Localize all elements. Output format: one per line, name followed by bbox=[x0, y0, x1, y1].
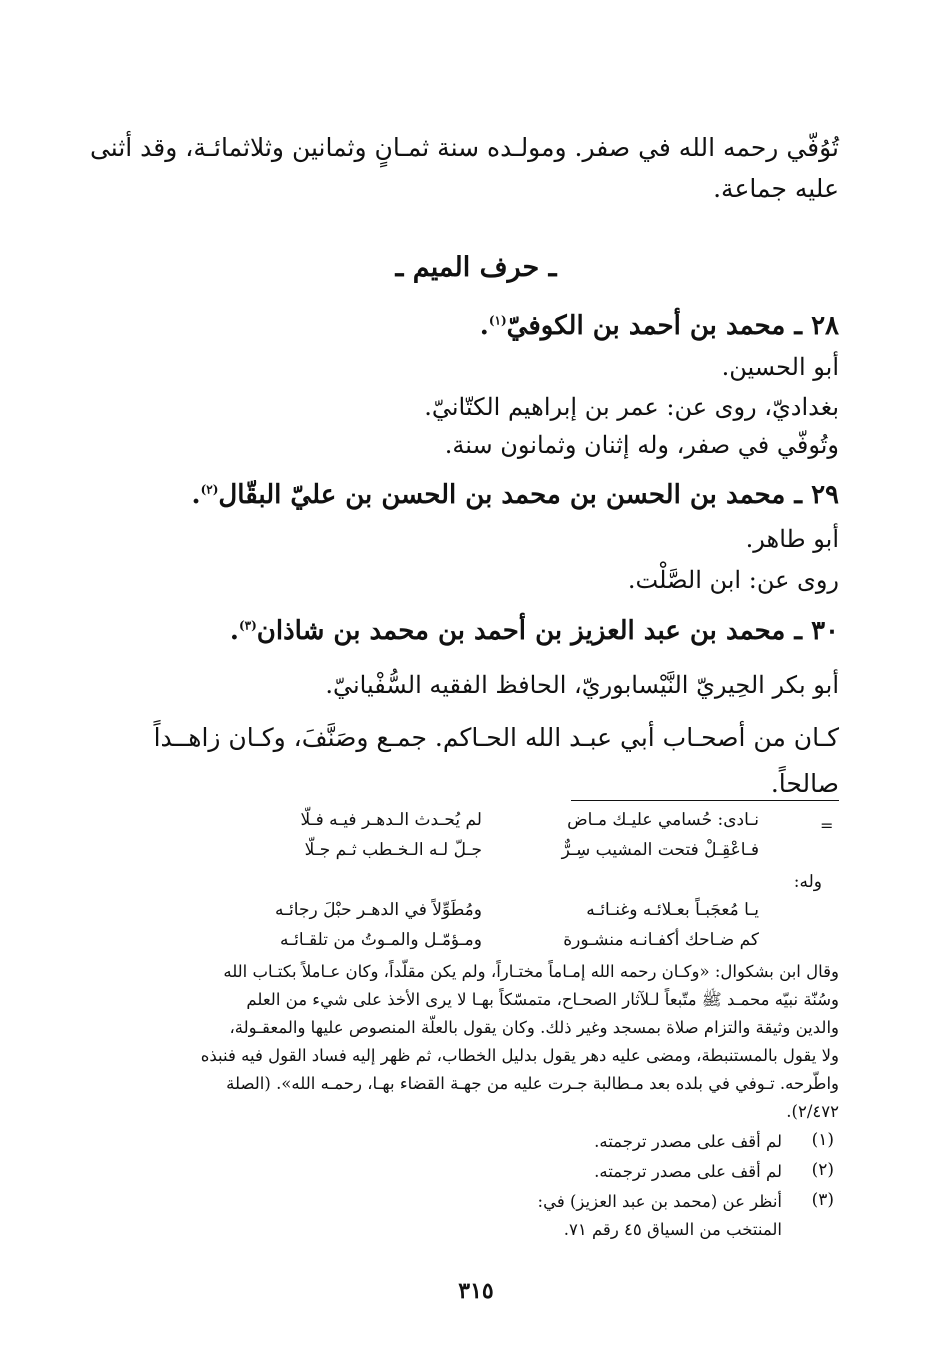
entry-line: أبو الحسين. bbox=[721, 353, 839, 381]
footnote-text: لم أقف على مصدر ترجمته. bbox=[594, 1132, 782, 1151]
verses-intro: وله: bbox=[793, 872, 822, 892]
entry-line: أبو طاهر. bbox=[745, 525, 839, 553]
entry-title-30: ٣٠ ـ محمد بن عبد العزيز بن أحمد بن محمد بن شاذان$^{(٣)}$. bbox=[229, 616, 839, 646]
verse-hemistich: ومـؤمّـل والمـوتُ من تلقـائـه bbox=[280, 930, 482, 950]
verse-hemistich: فـاعْقِـلْ فتحت المشيب سِـرٌّ bbox=[561, 840, 759, 860]
intro-line-2: عليه جماعة. bbox=[713, 174, 839, 203]
footnote-paragraph-line: وسُنّة نبيّه محمـد ﷺ متّبعاً لـلآثار الصحـاح، متمسّكاً بهـا لا يرى الأخذ على شيء من العلم bbox=[246, 990, 839, 1009]
footnote-ref: (٢) bbox=[200, 482, 219, 497]
entry-line: روى عن: ابن الصَّلْت. bbox=[627, 566, 839, 594]
verse-hemistich: يـا مُعجَبـاً بعـلائـه وغنـائـه bbox=[586, 900, 759, 920]
entry-title-28: ٢٨ ـ محمد بن أحمد بن الكوفيّ$^{(١)}$. bbox=[479, 311, 839, 341]
entry-title-text: ٢٨ ـ محمد بن أحمد بن الكوفيّ bbox=[506, 311, 839, 341]
entry-title-text: ٢٩ ـ محمد بن الحسن بن محمد بن الحسن بن عليّ البقّال bbox=[218, 480, 839, 510]
footnote-paragraph-line: واطّرحه. تـوفي في بلده بعد مـطالبة جـرت عليه من جهـة القضاء بهـا، رحمـه الله». (الصلة bbox=[226, 1074, 839, 1093]
verse-hemistich: ومُطَوِّلاً في الدهـر حبْلَ رجائـه bbox=[274, 900, 482, 920]
footnote-text: لم أقف على مصدر ترجمته. bbox=[594, 1162, 782, 1181]
entry-line: أبو بكر الحِيريّ النَّيْسابوريّ، الحافظ الفقيه السُّفْيانيّ. bbox=[325, 671, 839, 699]
footnote-paragraph-line: والدين وثيقة والتزام صلاة بمسجد وغير ذلك. وكان يقول بالعلّة المنصوص عليها والمعقـولة، bbox=[229, 1018, 839, 1037]
entry-title-text: ٣٠ ـ محمد بن عبد العزيز بن أحمد بن محمد بن شاذان bbox=[256, 616, 839, 646]
footnote-text: المنتخب من السياق ٤٥ رقم ٧١. bbox=[563, 1220, 782, 1239]
continuation-marker: = bbox=[820, 816, 834, 835]
intro-line-1: تُوُفّي رحمه الله في صفر. ومولـده سنة ثمـانٍ وثمانين وثلاثمائـة، وقد أثنى bbox=[89, 133, 839, 162]
verse-hemistich: جـلّ لـه الـخـطب ثـم جـلّا bbox=[304, 840, 482, 860]
footnote-number: (٢) bbox=[811, 1160, 834, 1180]
verse-hemistich: لم يُحـدث الـدهـر فيـه فـلّا bbox=[300, 810, 482, 830]
footnote-number: (٣) bbox=[811, 1190, 834, 1210]
footnote-text: أنظر عن (محمد بن عبد العزيز) في: bbox=[537, 1192, 782, 1211]
entry-line: وتُوفّي في صفر، وله إثنان وثمانون سنة. bbox=[444, 431, 839, 459]
entry-title-29: ٢٩ ـ محمد بن الحسن بن محمد بن الحسن بن عليّ البقّال$^{(٢)}$. bbox=[191, 480, 839, 510]
footnote-separator bbox=[571, 800, 839, 801]
entry-line: صالحاً. bbox=[770, 769, 839, 798]
entry-line: كـان من أصحـاب أبي عبـد الله الحـاكم. جمـع وصَنَّفَ، وكـان زاهــداً bbox=[153, 723, 839, 752]
footnote-paragraph-line: وقال ابن بشكوال: «وكـان رحمه الله إمـاماً مختـاراً، ولم يكن مقلّداً، وكان عـاملاً بكتـاب الله bbox=[223, 962, 839, 981]
verse-hemistich: نـادى: حُسامي عليـك مـاض bbox=[567, 810, 759, 830]
entry-line: بغداديّ، روى عن: عمر بن إبراهيم الكتّانيّ. bbox=[424, 393, 839, 421]
footnote-ref: (١) bbox=[488, 313, 507, 328]
footnote-number: (١) bbox=[811, 1130, 834, 1150]
footnote-paragraph-line: ٢/٤٧٢). bbox=[786, 1102, 839, 1121]
footnote-paragraph-line: ولا يقول بالمستنبطة، ومضى عليه دهر يقول بدليل الخطاب، ثم ظهر إليه فساد القول فيه فنبذه bbox=[200, 1046, 839, 1065]
verse-hemistich: كم ضـاحك أكفـانـه منشـورة bbox=[563, 930, 759, 950]
section-heading: ـ حرف الميم ـ bbox=[395, 252, 557, 283]
footnote-ref: (٣) bbox=[238, 618, 257, 633]
page-number: ٣١٥ bbox=[458, 1278, 494, 1304]
